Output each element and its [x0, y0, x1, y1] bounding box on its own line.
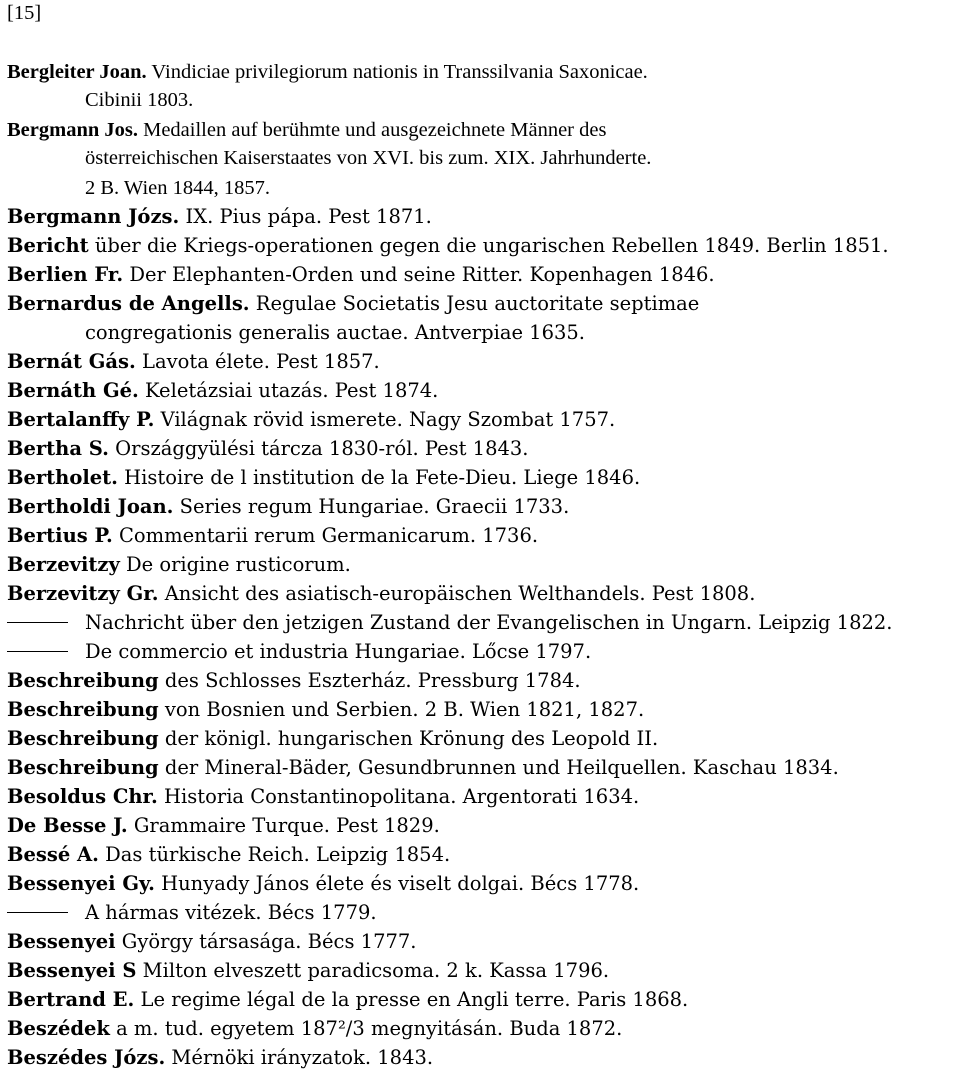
- entry-heading: Berlien Fr.: [7, 263, 124, 286]
- entry-heading: Bergmann Jos.: [7, 119, 138, 141]
- entry-text: Le regime légal de la presse en Angli terre. Paris 1868.: [134, 988, 689, 1011]
- entry-heading: Beschreibung: [7, 698, 159, 721]
- bibliography-entry: [7, 207, 432, 227]
- entry-text: österreichischen Kaiserstaates von XVI. bis zum. XIX. Jahrhunderte.: [85, 147, 652, 169]
- bibliography-entry: [7, 526, 538, 546]
- entry-text: Országgyülési tárcza 1830-ról. Pest 1843.: [108, 437, 529, 460]
- entry-heading: Berzevitzy Gr.: [7, 582, 159, 605]
- entry-heading: Bessenyei S: [7, 959, 137, 982]
- entry-text: Medaillen auf berühmte und ausgezeichnete Männer des: [137, 119, 607, 141]
- bibliography-entry: [7, 265, 715, 285]
- entry-text: der königl. hungarischen Krönung des Leopold II.: [158, 727, 659, 750]
- entry-text: Ansicht des asiatisch-europäischen Welthandels. Pest 1808.: [158, 582, 756, 605]
- bibliography-entry: [7, 642, 591, 662]
- bibliography-entry: [7, 903, 377, 923]
- entry-heading: Bericht: [7, 234, 89, 257]
- bibliography-entry: [7, 990, 688, 1010]
- entry-text: Der Elephanten-Orden und seine Ritter. Kopenhagen 1846.: [123, 263, 715, 286]
- entry-text: IX. Pius pápa. Pest 1871.: [179, 205, 432, 228]
- bibliography-entry: [7, 845, 450, 865]
- bibliography-entry: [85, 178, 270, 199]
- bibliography-entry: [7, 816, 440, 836]
- bibliography-entry: [7, 468, 640, 488]
- bibliography-entry: [7, 352, 380, 372]
- entry-heading: Bessenyei: [7, 930, 116, 953]
- entry-text: György társasága. Bécs 1777.: [115, 930, 417, 953]
- bibliography-entry: [7, 584, 755, 604]
- bibliography-entry: [7, 932, 417, 952]
- entry-text: De commercio et industria Hungariae. Lőcse 1797.: [85, 640, 592, 663]
- entry-text: 2 B. Wien 1844, 1857.: [85, 177, 271, 199]
- entry-text: a m. tud. egyetem 187²/3 megnyitásán. Buda 1872.: [109, 1017, 623, 1040]
- bibliography-entry: [7, 1019, 622, 1039]
- ditto-dash: [7, 651, 68, 652]
- entry-text: Vindiciae privilegiorum nationis in Transsilvania Saxonicae.: [146, 61, 648, 83]
- bibliography-entry: [7, 497, 569, 517]
- entry-heading: Bernardus de Angells.: [7, 292, 250, 315]
- entry-heading: Besoldus Chr.: [7, 785, 158, 808]
- entry-text: von Bosnien und Serbien. 2 B. Wien 1821, 1827.: [158, 698, 645, 721]
- entry-heading: Bertalanffy P.: [7, 408, 155, 431]
- entry-text: Regulae Societatis Jesu auctoritate septimae: [249, 292, 700, 315]
- bibliography-entry: [7, 1048, 433, 1068]
- entry-heading: Bertholdi Joan.: [7, 495, 174, 518]
- bibliography-entry: [7, 613, 893, 633]
- entry-heading: Bertha S.: [7, 437, 109, 460]
- entry-text: A hármas vitézek. Bécs 1779.: [85, 901, 377, 924]
- entry-text: Lavota élete. Pest 1857.: [135, 350, 380, 373]
- entry-text: Commentarii rerum Germanicarum. 1736.: [112, 524, 539, 547]
- entry-text: über die Kriegs-operationen gegen die ungarischen Rebellen 1849. Berlin 1851.: [88, 234, 889, 257]
- entry-text: De origine rusticorum.: [119, 553, 351, 576]
- bibliography-entry: [7, 758, 839, 778]
- bibliography-entry: [7, 961, 609, 981]
- entry-heading: Berzevitzy: [7, 553, 120, 576]
- bibliography-entry: [7, 874, 639, 894]
- entry-heading: Bertrand E.: [7, 988, 135, 1011]
- bibliography-entry: [7, 700, 644, 720]
- entry-heading: Bernát Gás.: [7, 350, 136, 373]
- entry-text: Historia Constantinopolitana. Argentorati 1634.: [157, 785, 640, 808]
- bibliography-entry: [7, 236, 889, 256]
- bibliography-entry: [7, 120, 606, 141]
- entry-text: Grammaire Turque. Pest 1829.: [127, 814, 440, 837]
- entry-text: Das türkische Reich. Leipzig 1854.: [98, 843, 451, 866]
- entry-heading: Bertius P.: [7, 524, 113, 547]
- bibliography-entry: [85, 323, 585, 343]
- entry-text: Mérnöki irányzatok. 1843.: [165, 1046, 434, 1069]
- entry-heading: Bessé A.: [7, 843, 99, 866]
- entry-text: Hunyady János élete és viselt dolgai. Bécs 1778.: [154, 872, 640, 895]
- entry-text: Nachricht über den jetzigen Zustand der Evangelischen in Ungarn. Leipzig 1822.: [85, 611, 893, 634]
- entry-heading: Beszédes Józs.: [7, 1046, 166, 1069]
- ditto-dash: [7, 622, 68, 623]
- entry-text: congregationis generalis auctae. Antverpiae 1635.: [85, 321, 586, 344]
- entry-heading: Bernáth Gé.: [7, 379, 139, 402]
- entry-text: Cibinii 1803.: [85, 89, 194, 111]
- entry-heading: Beszédek: [7, 1017, 110, 1040]
- bibliography-entry: [85, 148, 651, 169]
- entry-heading: Bertholet.: [7, 466, 118, 489]
- entry-text: Világnak rövid ismerete. Nagy Szombat 1757.: [154, 408, 616, 431]
- entry-heading: Bergmann Józs.: [7, 205, 180, 228]
- entry-heading: Bessenyei Gy.: [7, 872, 155, 895]
- entry-heading: Beschreibung: [7, 756, 159, 779]
- entry-text: Histoire de l institution de la Fete-Dieu. Liege 1846.: [117, 466, 641, 489]
- bibliography-entry: [7, 555, 351, 575]
- bibliography-entry: [7, 294, 699, 314]
- entry-heading: Beschreibung: [7, 669, 159, 692]
- bibliography-entry: [7, 439, 529, 459]
- bibliography-entry: [7, 671, 581, 691]
- entry-text: Keletázsiai utazás. Pest 1874.: [138, 379, 439, 402]
- bibliography-entry: [7, 787, 639, 807]
- bibliography-entry: [85, 90, 193, 111]
- entry-heading: De Besse J.: [7, 814, 128, 837]
- entry-text: Milton elveszett paradicsoma. 2 k. Kassa 1796.: [136, 959, 610, 982]
- bibliography-entry: [7, 410, 615, 430]
- entry-text: des Schlosses Eszterház. Pressburg 1784.: [158, 669, 581, 692]
- page-number: [15]: [7, 2, 42, 24]
- ditto-dash: [7, 912, 68, 913]
- entry-heading: Bergleiter Joan.: [7, 61, 147, 83]
- bibliography-entry: [7, 381, 438, 401]
- bibliography-entry: [7, 729, 658, 749]
- entry-heading: Beschreibung: [7, 727, 159, 750]
- bibliography-entry: [7, 62, 648, 83]
- entry-text: der Mineral-Bäder, Gesundbrunnen und Heilquellen. Kaschau 1834.: [158, 756, 839, 779]
- entry-text: Series regum Hungariae. Graecii 1733.: [173, 495, 570, 518]
